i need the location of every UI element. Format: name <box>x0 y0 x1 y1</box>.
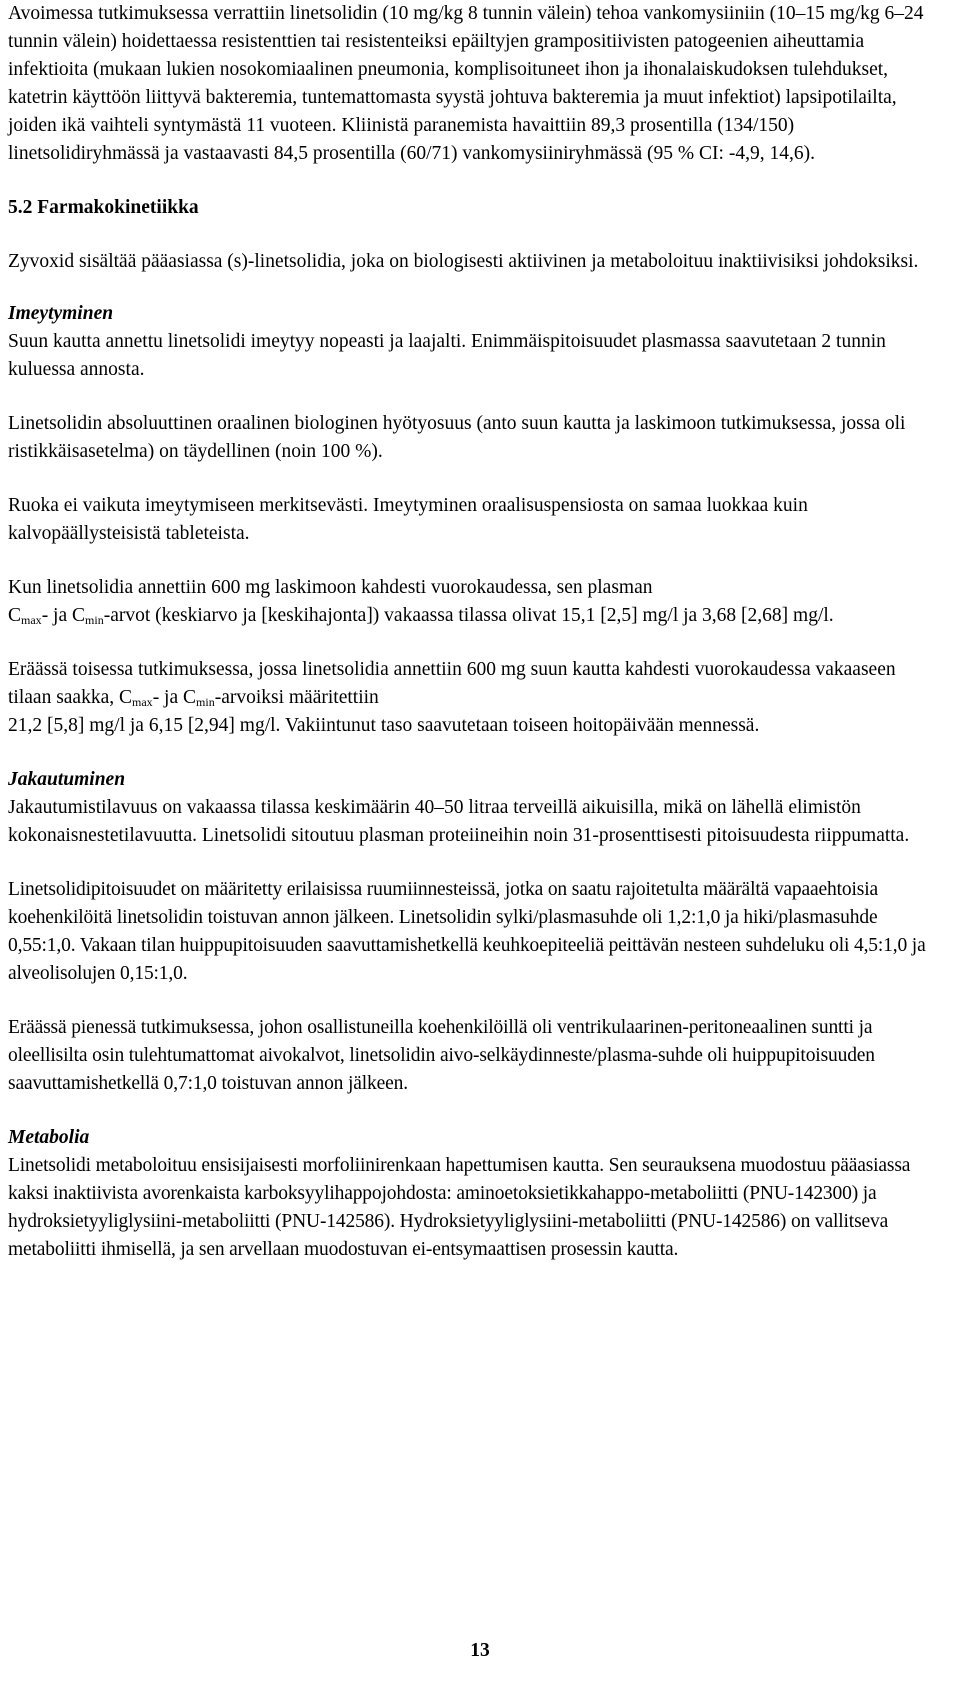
section-heading: 5.2 Farmakokinetiikka <box>8 197 199 218</box>
imeytyminen-paragraph-5 <box>8 656 938 740</box>
p4-text-c: -arvot (keskiarvo ja [keskihajonta]) vakaassa tilassa olivat 15,1 [2,5] mg/l ja 3,68 [2,68] mg/l. <box>103 605 834 626</box>
imeytyminen-paragraph-1: Suun kautta annettu linetsolidi imeytyy nopeasti ja laajalti. Enimmäispitoisuudet plasmassa saavutetaan 2 tunnin kuluessa annosta. <box>8 331 886 380</box>
page-number: 13 <box>470 1640 490 1661</box>
jakautuminen-paragraph-3: Eräässä pienessä tutkimuksessa, johon osallistuneilla koehenkilöillä oli ventrikulaarinen-peritoneaalinen suntti ja oleellisilta osin tulehtumattomat aivokalvot, linetsolidin aivo-selkäydinneste/plasma-suhde oli huippupitoisuuden saavuttamishetkellä 0,7:1,0 toistuvan annon jälkeen. <box>8 1017 875 1094</box>
p5-text-c: -arvoiksi määritettiin <box>214 687 379 708</box>
metabolia-paragraph-1: Linetsolidi metaboloituu ensisijaisesti morfoliinirenkaan hapettumisen kautta. Sen seurauksena muodostuu pääasiassa kaksi inaktiivista avorenkaista karboksyylihappojohdosta: aminoetoksietikkahappo-metaboliitti (PNU-142300) ja hydroksietyyliglysiini-metaboliitti (PNU-142586). Hydroksietyyliglysiini-metaboliitti (PNU-142586) on vallitseva metaboliitti ihmisellä, ja sen arvellaan muodostuvan ei-entsymaattisen prosessin kautta. <box>8 1155 911 1260</box>
p5-text-d: 21,2 [5,8] mg/l ja 6,15 [2,94] mg/l. Vakiintunut taso saavutetaan toiseen hoitopäivään mennessä. <box>8 715 760 736</box>
cmin-c: C <box>72 605 86 626</box>
imeytyminen-paragraph-2: Linetsolidin absoluuttinen oraalinen biologinen hyötyosuus (anto suun kautta ja laskimoon tutkimuksessa, jossa oli ristikkäisasetelma) on täydellinen (noin 100 %). <box>8 413 906 462</box>
p5-cmin-c: C <box>183 687 197 708</box>
imeytyminen-paragraph-3: Ruoka ei vaikuta imeytymiseen merkitsevästi. Imeytyminen oraalisuspensiosta on samaa luokkaa kuin kalvopäällysteisistä tableteista. <box>8 495 808 544</box>
cmax-c: C <box>8 605 22 626</box>
intro-paragraph: Avoimessa tutkimuksessa verrattiin linetsolidin (10 mg/kg 8 tunnin välein) tehoa vankomysiiniin (10–15 mg/kg 6–24 tunnin välein) hoidettaessa resistenttien tai resistenteiksi epäiltyjen grampositiivisten patogeenien aiheuttamia infektioita (mukaan lukien nosokomiaalinen pneumonia, komplisoituneet ihon ja ihonalaiskudoksen tulehdukset, katetrin käyttöön liittyvä bakteremia, tuntemattomasta syystä johtuva bakteremia ja muut infektiot) lapsipotilailta, joiden ikä vaihteli syntymästä 11 vuoteen. Kliinistä paranemista havaittiin 89,3 prosentilla (134/150) linetsolidiryhmässä ja vastaavasti 84,5 prosentilla (60/71) vankomysiiniryhmässä (95 % CI: -4,9, 14,6). <box>8 3 924 164</box>
imeytyminen-paragraph-4 <box>8 574 938 630</box>
jakautuminen-paragraph-2: Linetsolidipitoisuudet on määritetty erilaisissa ruumiinnesteissä, jotka on saatu rajoitetulta määrältä vapaaehtoisia koehenkilöitä linetsolidin toistuvan annon jälkeen. Linetsolidin sylki/plasmasuhde oli 1,2:1,0 ja hiki/plasmasuhde 0,55:1,0. Vakaan tilan huippupitoisuuden saavuttamishetkellä keuhkoepiteeliä peittävän nesteen suhdeluku oli 4,5:1,0 ja alveolisolujen 0,15:1,0. <box>8 879 926 984</box>
p4-text-b: - ja <box>41 605 73 626</box>
p5-cmax-subscript: max <box>132 695 153 709</box>
p5-text-b: - ja <box>152 687 184 708</box>
cmin-subscript: min <box>85 613 104 627</box>
metabolia-heading: Metabolia <box>8 1127 90 1148</box>
cmax-subscript: max <box>21 613 42 627</box>
zyvoxid-paragraph: Zyvoxid sisältää pääasiassa (s)-linetsolidia, joka on biologisesti aktiivinen ja metaboloituu inaktiivisiksi johdoksiksi. <box>8 251 919 272</box>
p5-cmax-c: C <box>119 687 133 708</box>
p5-text-a: Eräässä toisessa tutkimuksessa, jossa linetsolidia annettiin 600 mg suun kautta kahdesti vuorokaudessa vakaaseen tilaan saakka, <box>8 659 896 708</box>
jakautuminen-heading: Jakautuminen <box>8 769 126 790</box>
p5-cmin-subscript: min <box>196 695 215 709</box>
p4-text-a: Kun linetsolidia annettiin 600 mg laskimoon kahdesti vuorokaudessa, sen plasman <box>8 577 653 598</box>
imeytyminen-heading: Imeytyminen <box>8 303 114 324</box>
jakautuminen-paragraph-1: Jakautumistilavuus on vakaassa tilassa keskimäärin 40–50 litraa terveillä aikuisilla, mikä on lähellä elimistön kokonaisnestetilavuutta. Linetsolidi sitoutuu plasman proteiineihin noin 31-prosenttisesti pitoisuudesta riippumatta. <box>8 797 910 846</box>
